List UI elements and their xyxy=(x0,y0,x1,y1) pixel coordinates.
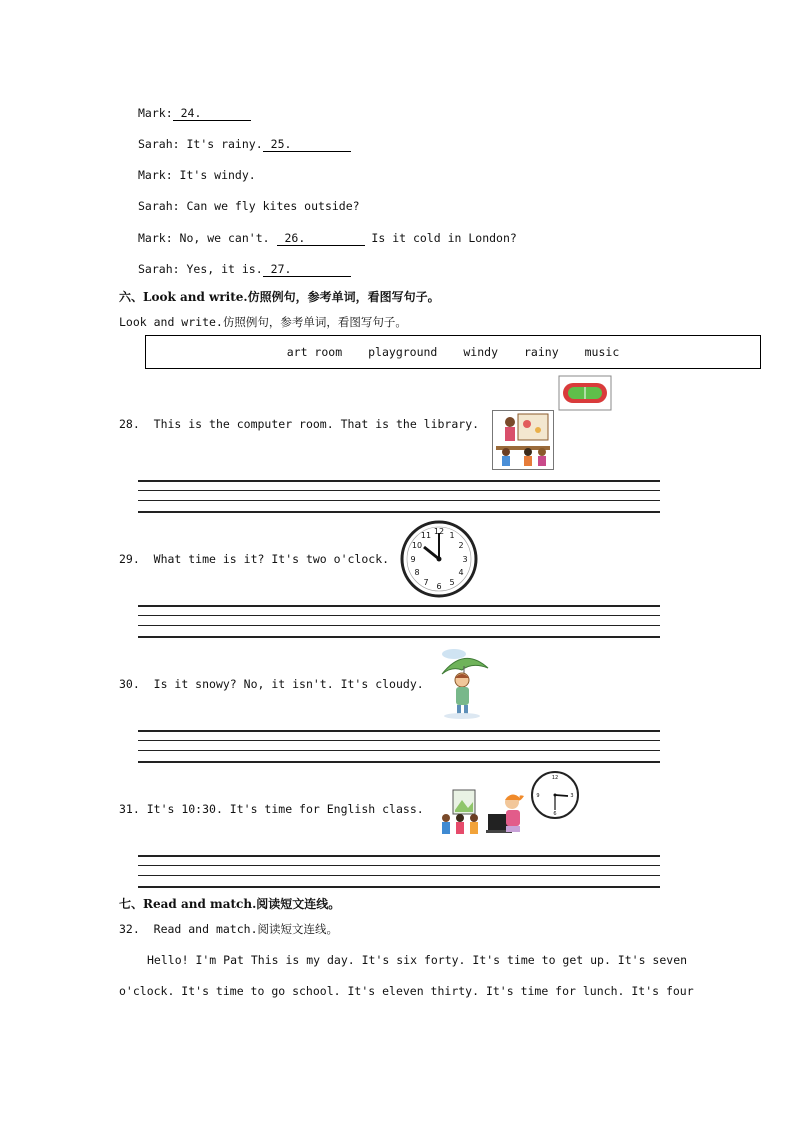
svg-text:11: 11 xyxy=(420,531,432,540)
dialogue-line-27 xyxy=(138,262,351,277)
writing-line[interactable] xyxy=(138,500,660,501)
writing-line[interactable] xyxy=(138,740,660,741)
item-number: 30. xyxy=(119,677,140,691)
dialogue-line-kites xyxy=(138,199,360,213)
windy-girl-icon xyxy=(432,644,496,720)
clock-icon xyxy=(399,519,479,599)
reading-paragraph-line: o'clock. It's time to go school. It's eleven thirty. It's time for lunch. It's four xyxy=(119,984,694,998)
svg-text:3: 3 xyxy=(570,793,574,799)
playground-icon xyxy=(558,375,612,411)
writing-line[interactable] xyxy=(138,855,660,857)
svg-text:8: 8 xyxy=(414,568,420,577)
section-6-heading: 六、Look and write.仿照例句，参考单词，看图写句子。 xyxy=(119,290,440,304)
word-bank-item: music xyxy=(584,345,620,359)
writing-line[interactable] xyxy=(138,750,660,751)
blank-number: 27. xyxy=(270,262,292,276)
item-29 xyxy=(119,552,389,566)
item-31 xyxy=(119,802,424,816)
writing-line[interactable] xyxy=(138,761,660,763)
svg-text:12: 12 xyxy=(433,527,445,536)
dialogue-line-26 xyxy=(138,231,517,246)
blank-number: 26. xyxy=(284,231,306,245)
item-number: 31. xyxy=(119,802,140,816)
svg-text:10: 10 xyxy=(411,541,423,550)
dialogue-text: Yes, it is. xyxy=(179,262,263,276)
svg-text:3: 3 xyxy=(462,555,468,564)
speaker: Sarah: xyxy=(138,199,180,213)
svg-text:1: 1 xyxy=(449,531,455,540)
svg-text:12: 12 xyxy=(551,775,559,781)
dialogue-text: Can we fly kites outside? xyxy=(179,199,360,213)
writing-line[interactable] xyxy=(138,730,660,732)
item-text: What time is it? It's two o'clock. xyxy=(153,552,390,566)
svg-text:2: 2 xyxy=(458,541,464,550)
speaker: Sarah: xyxy=(138,262,180,276)
answer-blank-25[interactable] xyxy=(263,137,351,152)
word-bank xyxy=(145,335,761,369)
item-text: Is it snowy? No, it isn't. It's cloudy. xyxy=(153,677,424,691)
speaker: Mark: xyxy=(138,106,173,120)
answer-blank-27[interactable] xyxy=(263,262,351,277)
word-bank-item: windy xyxy=(463,345,498,359)
art-room-icon xyxy=(492,410,554,470)
svg-text:6: 6 xyxy=(436,582,442,591)
writing-line[interactable] xyxy=(138,511,660,513)
dialogue-text: It's windy. xyxy=(172,168,256,182)
svg-text:9: 9 xyxy=(536,793,540,799)
dialogue-text: No, we can't. xyxy=(172,231,270,245)
reading-paragraph-line: Hello! I'm Pat This is my day. It's six forty. It's time to get up. It's seven xyxy=(147,953,688,967)
svg-text:6: 6 xyxy=(553,811,557,817)
svg-text:5: 5 xyxy=(449,578,455,587)
word-bank-item: rainy xyxy=(524,345,559,359)
word-bank-item: art room xyxy=(286,345,343,359)
writing-line[interactable] xyxy=(138,886,660,888)
answer-blank-26[interactable] xyxy=(277,231,365,246)
answer-blank-24[interactable] xyxy=(173,106,251,121)
dialogue-text: Is it cold in London? xyxy=(364,231,517,245)
writing-line[interactable] xyxy=(138,636,660,638)
section-6-instruction: Look and write.仿照例句，参考单词，看图写句子。 xyxy=(119,315,407,329)
item-28 xyxy=(119,417,479,431)
blank-number: 24. xyxy=(180,106,202,120)
item-number: 32. xyxy=(119,922,140,936)
item-number: 28. xyxy=(119,417,140,431)
writing-line[interactable] xyxy=(138,625,660,626)
section-7-heading: 七、Read and match.阅读短文连线。 xyxy=(119,897,341,911)
item-text: It's 10:30. It's time for English class. xyxy=(146,802,424,816)
music-class-icon xyxy=(436,788,532,844)
dialogue-line-24 xyxy=(138,106,251,121)
item-text: This is the computer room. That is the library. xyxy=(153,417,480,431)
item-number: 29. xyxy=(119,552,140,566)
item-32 xyxy=(119,921,338,937)
dialogue-text: It's rainy. xyxy=(179,137,263,151)
dialogue-line-windy xyxy=(138,168,256,182)
dialogue-line-25 xyxy=(138,137,351,152)
speaker: Sarah: xyxy=(138,137,180,151)
writing-line[interactable] xyxy=(138,865,660,866)
writing-line[interactable] xyxy=(138,615,660,616)
blank-number: 25. xyxy=(270,137,292,151)
svg-text:9: 9 xyxy=(410,555,416,564)
item-text: Read and match.阅读短文连线。 xyxy=(153,922,338,936)
item-30 xyxy=(119,677,424,691)
svg-text:7: 7 xyxy=(423,578,429,587)
speaker: Mark: xyxy=(138,231,173,245)
writing-line[interactable] xyxy=(138,605,660,607)
speaker: Mark: xyxy=(138,168,173,182)
writing-line[interactable] xyxy=(138,875,660,876)
word-bank-item: playground xyxy=(368,345,438,359)
clock-icon xyxy=(530,770,580,820)
writing-line[interactable] xyxy=(138,490,660,491)
svg-text:4: 4 xyxy=(458,568,464,577)
writing-line[interactable] xyxy=(138,480,660,482)
